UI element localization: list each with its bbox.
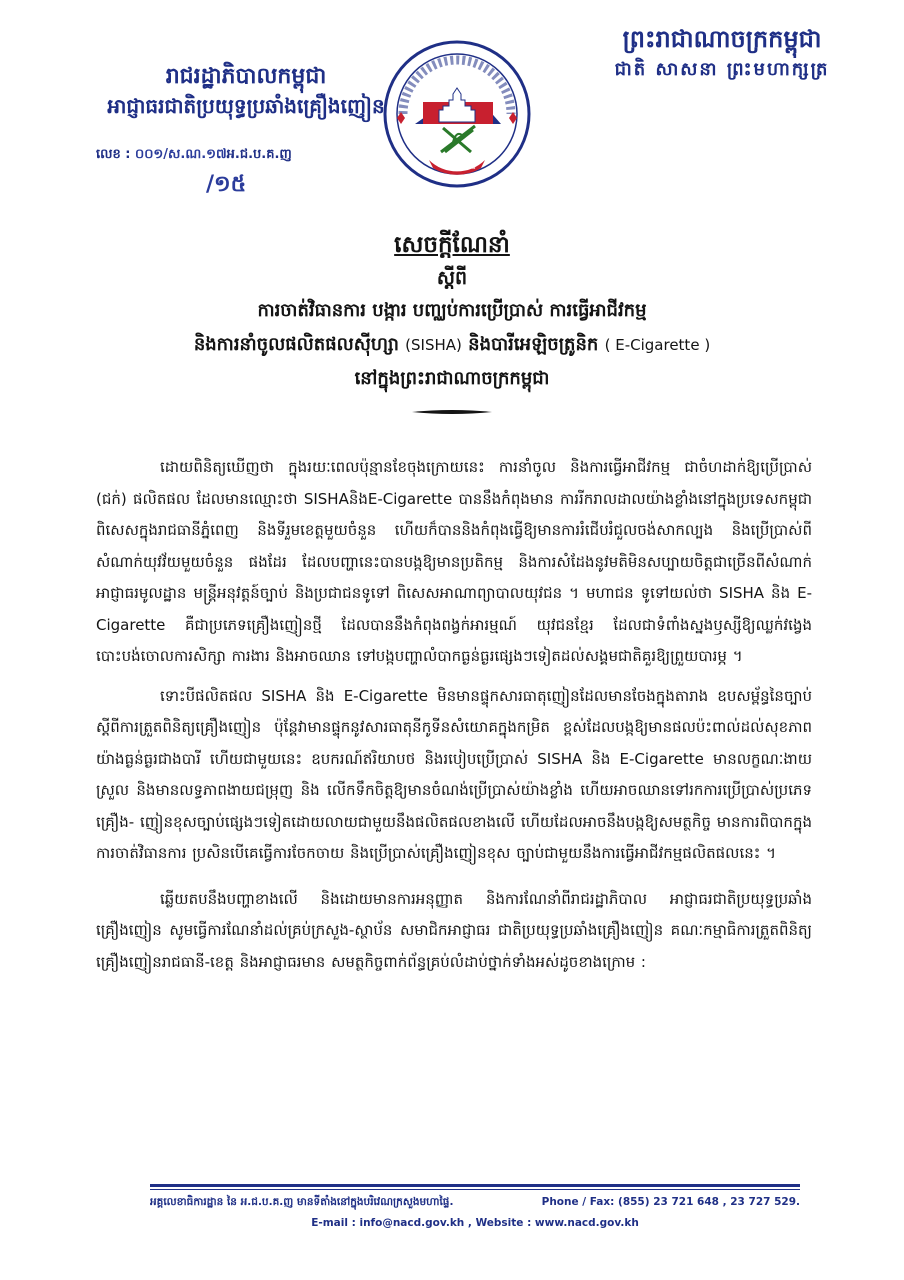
subject-line-1: ការចាត់វិធានការ បង្ការ បញ្ឈប់ការប្រើប្រាស់ ការធ្វើអាជីវកម្ម [257,300,647,321]
document-title-block [120,228,784,416]
document-footer [150,1184,800,1229]
subject-shisha-text: និងការនាំចូលផលិតផលស៊ីហ្សា [193,334,399,355]
subject-sisha-label: (SISHA) [405,336,462,354]
subject-ecig-text: និងបារីអេឡិចត្រូនិក [468,334,599,355]
ministry-name: រាជរដ្ឋាភិបាលកម្ពុជា [165,64,327,89]
footer-rule-thin [150,1189,800,1190]
subject-line-2 [120,328,784,362]
title-ornament [412,408,492,416]
body-paragraph-3: ឆ្លើយតបនឹងបញ្ហាខាងលើ និងដោយមានការអនុញ្ញាត និងការណែនាំពីរាជរដ្ឋាភិបាល អាជ្ញាធរជាតិប្រយុទ្ធប្រឆាំងគ្រឿងញៀន សូមធ្វើការណែនាំដល់គ្រប់ក្រសួង-ស្ថាប័ន សមាជិកអាជ្ញាធរ ជាតិប្រយុទ្ធប្រឆាំងគ្រឿងញៀន គណៈកម្មាធិការត្រួតពិនិត្យគ្រឿងញៀនរាជធានី-ខេត្ត និងអាជ្ញាធរមាន សមត្ថកិច្ចពាក់ព័ន្ធគ្រប់លំដាប់ថ្នាក់ទាំងអស់ដូចខាងក្រោម : [96,889,812,971]
issuer-header [96,62,396,120]
logo-acronym: អ.ជ.ប.គ.ញ [437,160,477,169]
footer-address: អគ្គលេខាធិការដ្ឋាន នៃ អ.ជ.ប.គ.ញ មានទីតាំងនៅក្នុងបរិវេណក្រសួងមហាផ្ទៃ. [150,1196,454,1208]
body-paragraph-2: ទោះបីផលិតផល SISHA និង E-Cigarette មិនមានផ្ទុកសារធាតុញៀនដែលមានចែងក្នុងតារាង ឧបសម្ព័ន្ធនៃច្បាប់ ស្តីពីការត្រួតពិនិត្យគ្រឿងញៀន ប៉ុន្តែវាមានផ្ទុកនូវសារធាតុនីកូទីនសំយោគក្នុងកម្រិត ខ្ពស់ដែលបង្កឱ្យមានផលប៉ះពាល់ដល់សុខភាពយ៉ាងធ្ងន់ធ្ងរជាងបារី ហើយជាមួយនេះ ឧបករណ៍ឥរិយាបថ និងរបៀបប្រើប្រាស់ SISHA និង E-Cigarette មានលក្ខណៈងាយស្រួល និងមានលទ្ធភាពងាយជម្រុញ និង លើកទឹកចិត្តឱ្យមានចំណង់ប្រើប្រាស់យ៉ាងខ្លាំង ហើយអាចឈានទៅរកការប្រើប្រាស់ប្រភេទគ្រឿង- ញៀនខុសច្បាប់ផ្សេងៗទៀតដោយលាយជាមួយនឹងផលិតផលខាងលើ ហើយដែលអាចនឹងបង្កឱ្យសមត្ថកិច្ច មានការពិបាកក្នុងការចាត់វិធានការ ប្រសិនបើគេធ្វើការចែកចាយ និងប្រើប្រាស់គ្រឿងញៀនខុស ច្បាប់ជាមួយនឹងការធ្វើអាជីវកម្មផលិតផលនេះ ។ [96,686,812,862]
footer-email-website: E-mail : info@nacd.gov.kh , Website : www.nacd.gov.kh [311,1217,639,1229]
reference-label: លេខ : [96,147,131,162]
reference-number [96,146,396,165]
reference-value: ០០១/ស.ណ.១៧ [135,147,227,162]
document-type: សេចក្តីណែនាំ [394,232,510,258]
kingdom-header [572,22,872,84]
authority-name: អាជ្ញាធរជាតិប្រយុទ្ធប្រឆាំងគ្រឿងញៀន [107,94,385,118]
reference-suffix: អ.ជ.ប.គ.ញ [226,147,292,162]
footer-rule [150,1184,800,1187]
document-body [96,452,812,986]
subject-ecig-label: ( E-Cigarette ) [604,336,711,354]
footer-contact-row [150,1196,800,1211]
national-motto: ជាតិ សាសនា ព្រះមហាក្សត្រ [614,59,830,80]
body-paragraph-1: ដោយពិនិត្យឃើញថា ក្នុងរយៈពេលប៉ុន្មានខែចុងក្រោយនេះ ការនាំចូល និងការធ្វើអាជីវកម្ម ជាចំហដាក់ឱ្យប្រើប្រាស់ (ជក់) ផលិតផល ដែលមានឈ្មោះថា SISHAនិងE-Cigarette បាននឹងកំពុងមាន ការរីករាលដាលយ៉ាងខ្លាំងនៅក្នុងប្រទេសកម្ពុជា ពិសេសក្នុងរាជធានីភ្នំពេញ និងទីរួមខេត្តមួយចំនួន ហើយក៏បាននិងកំពុងធ្វើឱ្យមានការរំជើបរំជួលចង់សាកល្បង និងប្រើប្រាស់ពីសំណាក់យុវវ័យមួយចំនួន ផងដែរ ដែលបញ្ហានេះបានបង្កឱ្យមានប្រតិកម្ម និងការសំដែងនូវមតិមិនសប្បាយចិត្តជាច្រើនពីសំណាក់ អាជ្ញាធរមូលដ្ឋាន មន្ត្រីអនុវត្តន៍ច្បាប់ និងប្រជាជនទូទៅ ពិសេសអាណាព្យាបាលយុវជន ។ មហាជន ទូទៅយល់ថា SISHA និង E-Cigarette គឺជាប្រភេទគ្រឿងញៀនថ្មី ដែលបាននឹងកំពុងពង្វក់អារម្មណ៍ យុវជនខ្មែរ ដែលជាទំពាំងស្នងឫស្សីឱ្យឈ្លក់វង្វេង បោះបង់ចោលការសិក្សា ការងារ និងអាចឈាន ទៅបង្កបញ្ហាលំបាកធ្ងន់ធ្ងរផ្សេងៗទៀតដល់សង្គមជាតិគួរឱ្យព្រួយបារម្ភ ។ [96,458,812,665]
reference-sub: /១៥ [206,172,247,197]
nacd-emblem-logo [383,40,531,188]
subject-line-3: នៅក្នុងព្រះរាជាណាចក្រកម្ពុជា [354,368,550,389]
document-about: ស្តីពី [436,267,468,289]
kingdom-name: ព្រះរាជាណាចក្រកម្ពុជា [622,25,822,53]
footer-phone: Phone / Fax: (855) 23 721 648 , 23 727 529. [541,1196,800,1208]
